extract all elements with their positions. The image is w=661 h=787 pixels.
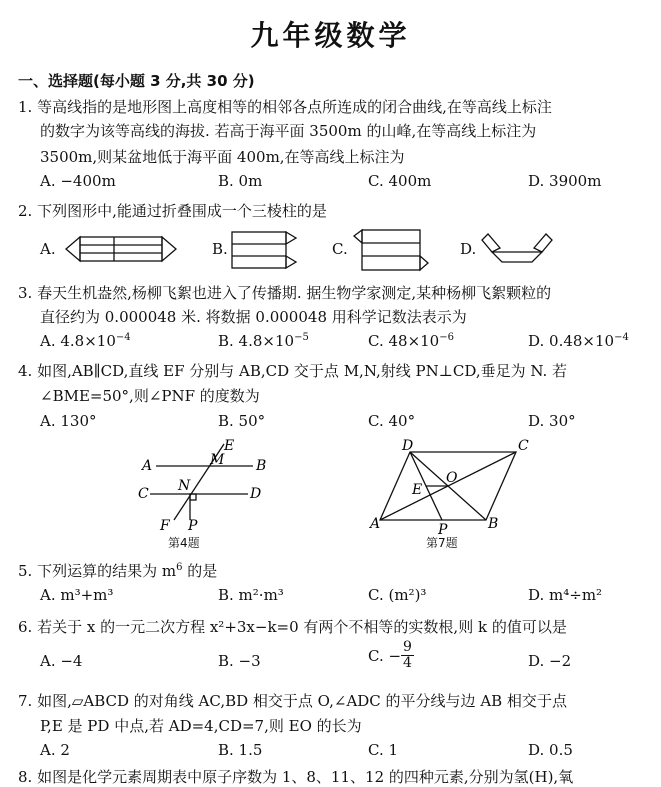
q7-option-a: A. 2	[40, 741, 70, 759]
q6-c-numerator: 9	[403, 639, 412, 655]
q4-label-m: M	[210, 452, 225, 468]
q1-option-a: A. −400m	[40, 172, 116, 190]
q4-text-line2: ∠BME=50°,则∠PNF 的度数为	[40, 387, 260, 405]
q2-label-a: A.	[40, 240, 56, 258]
q2-net-b	[230, 230, 300, 270]
q7-label-b: B	[488, 516, 499, 532]
q4-label-e: E	[224, 438, 235, 454]
q2-label-c: C.	[332, 240, 348, 258]
q3-option-b: B. $4.8\times 10^{-5}$	[218, 332, 309, 350]
q4-text-line1: 4. 如图,AB∥CD,直线 EF 分别与 AB,CD 交于点 M,N,射线 PN⊥CD,垂足为 N. 若	[18, 362, 568, 380]
q1-text-line1: 1. 等高线指的是地形图上高度相等的相邻各点所连成的闭合曲线,在等高线上标注	[18, 98, 552, 116]
q3-option-c: C. $48\times 10^{-6}$	[368, 332, 454, 350]
q7-label-e: E	[412, 482, 423, 498]
q4-label-a: A	[142, 458, 153, 474]
q2-net-a	[62, 234, 182, 264]
q7-label-c: C	[518, 438, 529, 454]
q5-option-c: C. (m²)³	[368, 586, 427, 604]
q5-text: 5. 下列运算的结果为 $m^6$ 的是	[18, 562, 218, 580]
q1-text-line2: 的数字为该等高线的海拔. 若高于海平面 3500m 的山峰,在等高线上标注为	[40, 122, 537, 140]
q2-net-c	[352, 228, 432, 272]
q4-label-d: D	[250, 486, 262, 502]
q7-text-line2: P,E 是 PD 中点,若 AD=4,CD=7,则 EO 的长为	[40, 717, 362, 735]
q7-label-d: D	[402, 438, 414, 454]
q4-label-n: N	[178, 478, 191, 494]
q6-option-c: C. − $\frac{9}{4}$	[368, 639, 412, 672]
q2-label-b: B.	[212, 240, 228, 258]
q4-option-d: D. 30°	[528, 412, 576, 430]
q1-option-c: C. 400m	[368, 172, 432, 190]
q7-label-a: A	[370, 516, 381, 532]
q4-figure-caption: 第4题	[168, 536, 200, 550]
q7-option-d: D. 0.5	[528, 741, 573, 759]
q4-option-b: B. 50°	[218, 412, 266, 430]
q7-option-b: B. 1.5	[218, 741, 263, 759]
q6-option-d: D. −2	[528, 652, 572, 670]
q7-text-line1: 7. 如图,▱ABCD 的对角线 AC,BD 相交于点 O,∠ADC 的平分线与边 AB 相交于点	[18, 692, 567, 710]
q1-option-b: B. 0m	[218, 172, 263, 190]
q4-label-b: B	[256, 458, 267, 474]
q6-c-denominator: 4	[403, 655, 412, 672]
q7-label-p: P	[438, 522, 448, 538]
q2-label-d: D.	[460, 240, 477, 258]
q3-option-a: A. $4.8\times 10^{-4}$	[40, 332, 131, 350]
q7-label-o: O	[446, 470, 458, 486]
q7-figure	[370, 438, 530, 538]
q2-text: 2. 下列图形中,能通过折叠围成一个三棱柱的是	[18, 202, 327, 220]
q6-text: 6. 若关于 x 的一元二次方程 x²+3x−k=0 有两个不相等的实数根,则 k 的值可以是	[18, 618, 567, 636]
q4-option-a: A. 130°	[40, 412, 97, 430]
q3-text-line1: 3. 春天生机盎然,杨柳飞絮也进入了传播期. 据生物学家测定,某种杨柳飞絮颗粒的	[18, 284, 552, 302]
q4-label-c: C	[138, 486, 149, 502]
q7-option-c: C. 1	[368, 741, 399, 759]
q5-option-d: D. m⁴÷m²	[528, 586, 603, 604]
page-title: 九年级数学	[250, 19, 411, 52]
q2-net-d	[480, 226, 560, 266]
q6-option-a: A. −4	[40, 652, 83, 670]
q8-text-line1: 8. 如图是化学元素周期表中原子序数为 1、8、11、12 的四种元素,分别为氢(H),氧	[18, 768, 574, 786]
q1-option-d: D. 3900m	[528, 172, 602, 190]
q3-option-d: D. $0.48\times 10^{-4}$	[528, 332, 629, 350]
q4-option-c: C. 40°	[368, 412, 416, 430]
q7-figure-caption: 第7题	[426, 536, 458, 550]
section-heading: 一、选择题(每小题 3 分,共 30 分)	[18, 72, 255, 90]
q4-label-f: F	[160, 518, 170, 534]
q5-option-b: B. m²·m³	[218, 586, 284, 604]
q6-option-b: B. −3	[218, 652, 261, 670]
q4-figure	[138, 438, 268, 538]
q1-text-line3: 3500m,则某盆地低于海平面 400m,在等高线上标注为	[40, 148, 405, 166]
q3-text-line2: 直径约为 0.000048 米. 将数据 0.000048 用科学记数法表示为	[40, 308, 467, 326]
q5-option-a: A. m³+m³	[40, 586, 114, 604]
q4-label-p: P	[188, 518, 198, 534]
